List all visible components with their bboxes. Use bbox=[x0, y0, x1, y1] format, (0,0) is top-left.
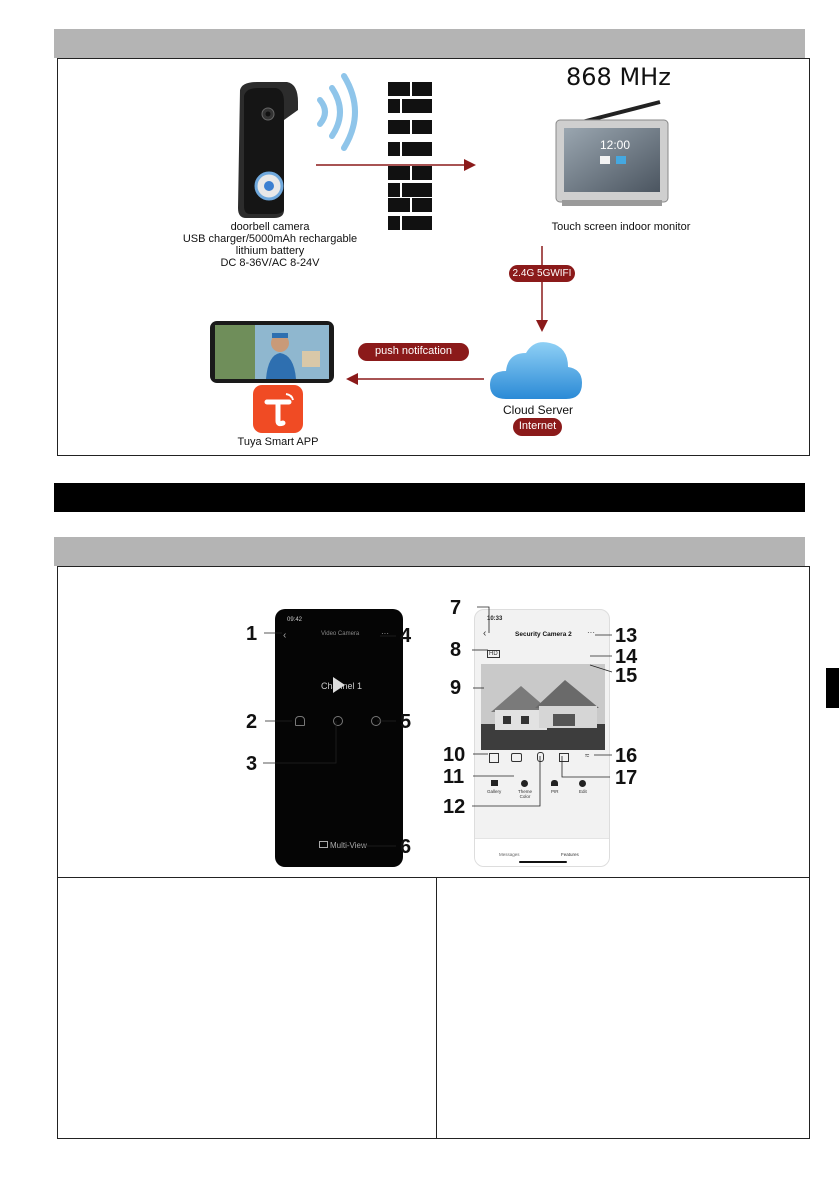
callout-15: 15 bbox=[615, 665, 638, 687]
doorbell-label-line-3: lithium battery bbox=[235, 245, 305, 257]
edit-label: Edit bbox=[579, 789, 587, 794]
gallery-label: Gallery bbox=[487, 789, 502, 794]
left-more-icon[interactable]: ··· bbox=[381, 629, 389, 638]
callout-14: 14 bbox=[615, 646, 638, 668]
tab-features[interactable]: Features bbox=[561, 852, 579, 857]
frequency-label: 868 MHz bbox=[566, 63, 671, 91]
right-more-icon[interactable]: ··· bbox=[587, 628, 595, 637]
callout-13: 13 bbox=[615, 625, 638, 647]
callout-16: 16 bbox=[615, 745, 638, 767]
doorbell-label-line-1: doorbell camera bbox=[230, 221, 310, 233]
callout-11: 11 bbox=[443, 766, 465, 788]
right-status-time: 10:33 bbox=[487, 616, 503, 622]
callout-10: 10 bbox=[443, 744, 466, 766]
callout-17: 17 bbox=[615, 767, 638, 789]
callout-6: 6 bbox=[400, 836, 412, 858]
doorbell-label-line-2: USB charger/5000mAh rechargable bbox=[182, 233, 358, 245]
callout-3: 3 bbox=[246, 753, 258, 775]
callout-1: 1 bbox=[246, 623, 258, 645]
monitor-clock: 12:00 bbox=[600, 138, 631, 152]
multiview-label: Multi-View bbox=[330, 841, 367, 850]
left-screen-title: Video Camera bbox=[321, 631, 360, 637]
callout-7: 7 bbox=[450, 597, 462, 619]
left-channel-label: Channel 1 bbox=[321, 681, 363, 691]
monitor-label: Touch screen indoor monitor bbox=[551, 221, 691, 233]
tab-messages[interactable]: Messages bbox=[499, 852, 520, 857]
theme-color-label: Theme Color bbox=[517, 789, 532, 799]
left-back-icon[interactable]: ‹ bbox=[283, 630, 287, 641]
callout-12: 12 bbox=[443, 796, 466, 818]
callout-4: 4 bbox=[400, 625, 412, 647]
expand-icon[interactable]: ≈ bbox=[585, 751, 590, 760]
push-notification-pill: push notifcation bbox=[358, 343, 469, 361]
right-hd-button[interactable]: HD bbox=[489, 651, 498, 657]
callout-2: 2 bbox=[246, 711, 258, 733]
left-status-time: 09:42 bbox=[287, 617, 303, 623]
callout-9: 9 bbox=[450, 677, 462, 699]
tuya-label: Tuya Smart APP bbox=[237, 436, 319, 448]
callout-5: 5 bbox=[400, 711, 412, 733]
wifi-pill: 2.4G 5GWIFI bbox=[509, 265, 575, 282]
right-back-icon[interactable]: ‹ bbox=[483, 628, 487, 639]
doorbell-label-line-4: DC 8-36V/AC 8-24V bbox=[220, 257, 320, 269]
cloud-server-label: Cloud Server bbox=[502, 403, 574, 417]
right-screen-title: Security Camera 2 bbox=[515, 631, 572, 638]
pir-label: PIR bbox=[551, 789, 559, 794]
internet-pill: Internet bbox=[513, 418, 562, 436]
callout-8: 8 bbox=[450, 639, 462, 661]
